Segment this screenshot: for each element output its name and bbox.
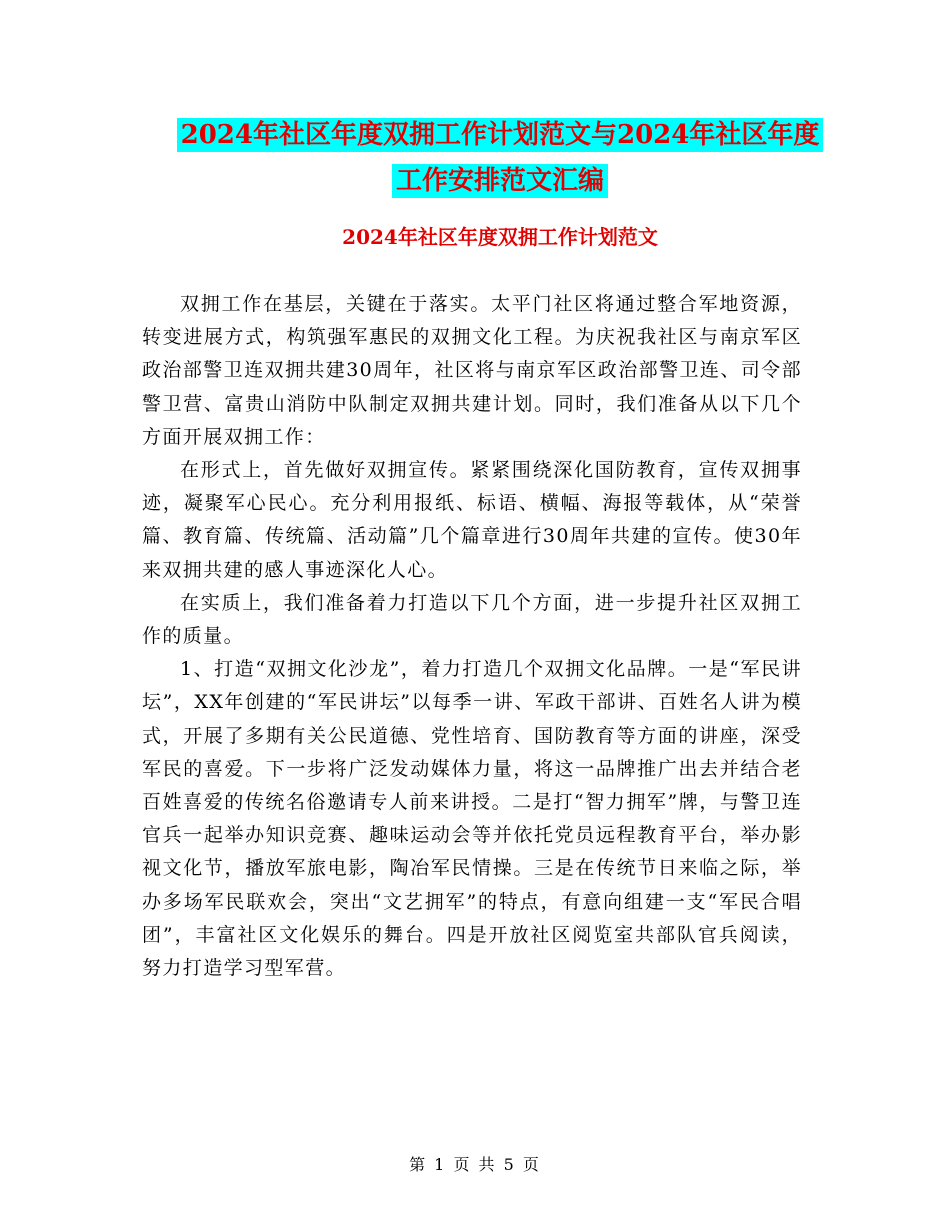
paragraph-2: 在形式上，首先做好双拥宣传。紧紧围绕深化国防教育，宣传双拥事迹，凝聚军心民心。充分利用报纸、标语、横幅、海报等载体，从“荣誉篇、教育篇、传统篇、活动篇”几个篇章进行30周年共建的宣传。使30年来双拥共建的感人事迹深化人心。 — [142, 459, 802, 581]
page-footer: 第 1 页 共 5 页 — [409, 1155, 541, 1174]
paragraph-3: 在实质上，我们准备着力打造以下几个方面，进一步提升社区双拥工作的质量。 — [142, 591, 802, 648]
paragraph-4: 1、打造“双拥文化沙龙”，着力打造几个双拥文化品牌。一是“军民讲坛”，XX年创建的“军民讲坛”以每季一讲、军政干部讲、百姓名人讲为模式，开展了多期有关公民道德、党性培育、国防教育等方面的讲座，深受军民的喜爱。下一步将广泛发动媒体力量，将这一品牌推广出去并结合老百姓喜爱的传统名俗邀请专人前来讲授。二是打“智力拥军”牌，与警卫连官兵一起举办知识竞赛、趣味运动会等并依托党员远程教育平台，举办影视文化节，播放军旅电影，陶冶军民情操。三是在传统节日来临之际，举办多场军民联欢会，突出“文艺拥军”的特点，有意向组建一支“军民合唱团”，丰富社区文化娱乐的舞台。四是开放社区阅览室共部队官兵阅读，努力打造学习型军营。 — [142, 658, 802, 980]
document-title-line1: 2024年社区年度双拥工作计划范文与2024年社区年度 — [177, 118, 824, 152]
section-title: 2024年社区年度双拥工作计划范文 — [342, 225, 658, 249]
document-title-line2: 工作安排范文汇编 — [392, 164, 608, 198]
document-body — [142, 288, 802, 985]
paragraph-1: 双拥工作在基层，关键在于落实。太平门社区将通过整合军地资源，转变进展方式，构筑强军惠民的双拥文化工程。为庆祝我社区与南京军区政治部警卫连双拥共建30周年，社区将与南京军区政治部警卫连、司令部警卫营、富贵山消防中队制定双拥共建计划。同时，我们准备从以下几个方面开展双拥工作： — [142, 293, 802, 448]
document-title — [140, 112, 860, 204]
